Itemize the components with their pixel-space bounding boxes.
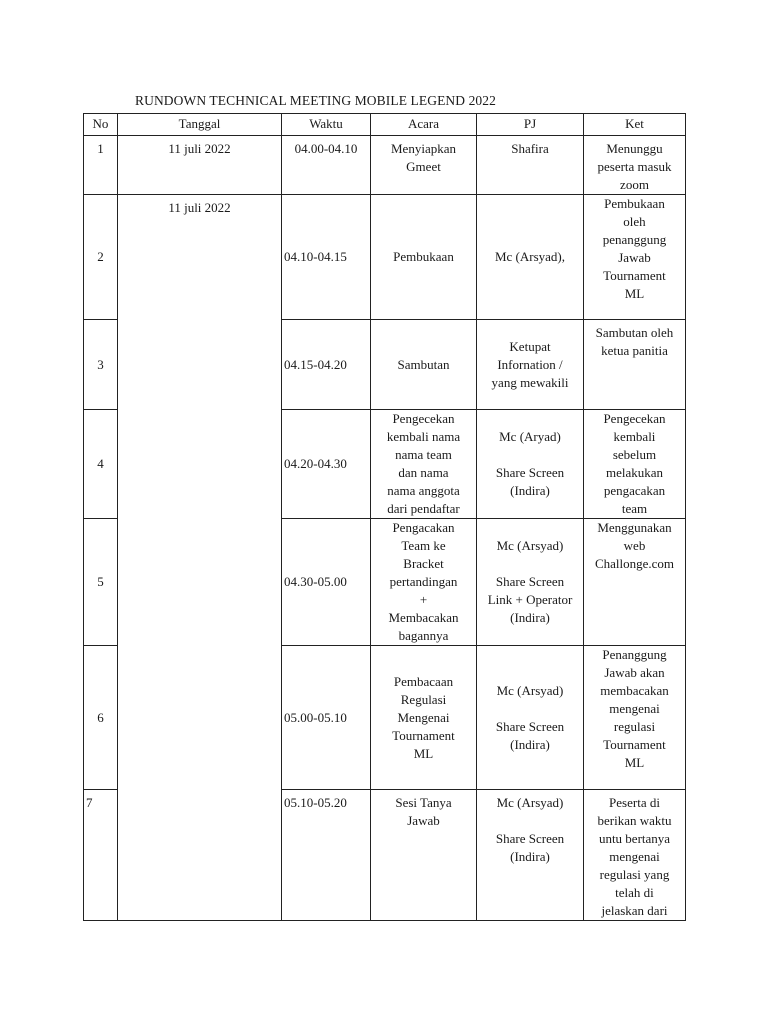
table-row bbox=[84, 136, 686, 195]
table-header-row bbox=[84, 114, 686, 136]
cell-no: 4 bbox=[84, 410, 118, 519]
cell-acara: Pengacakan Team ke Bracket pertandingan + Membacakan bagannya bbox=[371, 519, 477, 646]
cell-acara: Pembacaan Regulasi Mengenai Tournament ML bbox=[371, 646, 477, 790]
cell-waktu: 04.15-04.20 bbox=[282, 320, 371, 410]
document-title: RUNDOWN TECHNICAL MEETING MOBILE LEGEND 2022 bbox=[135, 93, 496, 108]
cell-pj: Mc (Arsyad) Share Screen (Indira) bbox=[477, 790, 584, 921]
header-ket: Ket bbox=[584, 114, 686, 136]
cell-acara: Sesi Tanya Jawab bbox=[371, 790, 477, 921]
cell-no: 3 bbox=[84, 320, 118, 410]
cell-acara: Sambutan bbox=[371, 320, 477, 410]
cell-ket: Sambutan oleh ketua panitia bbox=[584, 320, 686, 410]
cell-no: 6 bbox=[84, 646, 118, 790]
cell-ket: Peserta di berikan waktu untu bertanya mengenai regulasi yang telah di jelaskan dari bbox=[584, 790, 686, 921]
table-row bbox=[84, 195, 686, 320]
cell-acara: Pembukaan bbox=[371, 195, 477, 320]
cell-no: 1 bbox=[84, 136, 118, 195]
cell-ket: Menunggu peserta masuk zoom bbox=[584, 136, 686, 195]
cell-ket: Pembukaan oleh penanggung Jawab Tournament ML bbox=[584, 195, 686, 320]
cell-waktu: 04.00-04.10 bbox=[282, 136, 371, 195]
cell-acara: Pengecekan kembali nama nama team dan nama nama anggota dari pendaftar bbox=[371, 410, 477, 519]
header-no: No bbox=[84, 114, 118, 136]
cell-no: 2 bbox=[84, 195, 118, 320]
cell-pj: Ketupat Infornation / yang mewakili bbox=[477, 320, 584, 410]
cell-ket: Pengecekan kembali sebelum melakukan pengacakan team bbox=[584, 410, 686, 519]
header-waktu: Waktu bbox=[282, 114, 371, 136]
cell-waktu: 04.20-04.30 bbox=[282, 410, 371, 519]
rundown-table bbox=[83, 113, 686, 921]
cell-tanggal: 11 juli 2022 bbox=[118, 136, 282, 195]
cell-waktu: 05.00-05.10 bbox=[282, 646, 371, 790]
cell-pj: Mc (Arsyad) Share Screen (Indira) bbox=[477, 646, 584, 790]
cell-waktu: 04.10-04.15 bbox=[282, 195, 371, 320]
cell-tanggal: 11 juli 2022 bbox=[118, 195, 282, 921]
cell-pj: Mc (Arsyad), bbox=[477, 195, 584, 320]
cell-pj: Mc (Arsyad) Share Screen Link + Operator (Indira) bbox=[477, 519, 584, 646]
cell-acara: Menyiapkan Gmeet bbox=[371, 136, 477, 195]
cell-ket: Penanggung Jawab akan membacakan mengenai regulasi Tournament ML bbox=[584, 646, 686, 790]
cell-pj: Mc (Aryad) Share Screen (Indira) bbox=[477, 410, 584, 519]
cell-waktu: 04.30-05.00 bbox=[282, 519, 371, 646]
cell-waktu: 05.10-05.20 bbox=[282, 790, 371, 921]
cell-pj: Shafira bbox=[477, 136, 584, 195]
header-pj: PJ bbox=[477, 114, 584, 136]
cell-no: 5 bbox=[84, 519, 118, 646]
header-acara: Acara bbox=[371, 114, 477, 136]
cell-no: 7 bbox=[84, 790, 118, 921]
header-tanggal: Tanggal bbox=[118, 114, 282, 136]
cell-ket: Menggunakan web Challonge.com bbox=[584, 519, 686, 646]
